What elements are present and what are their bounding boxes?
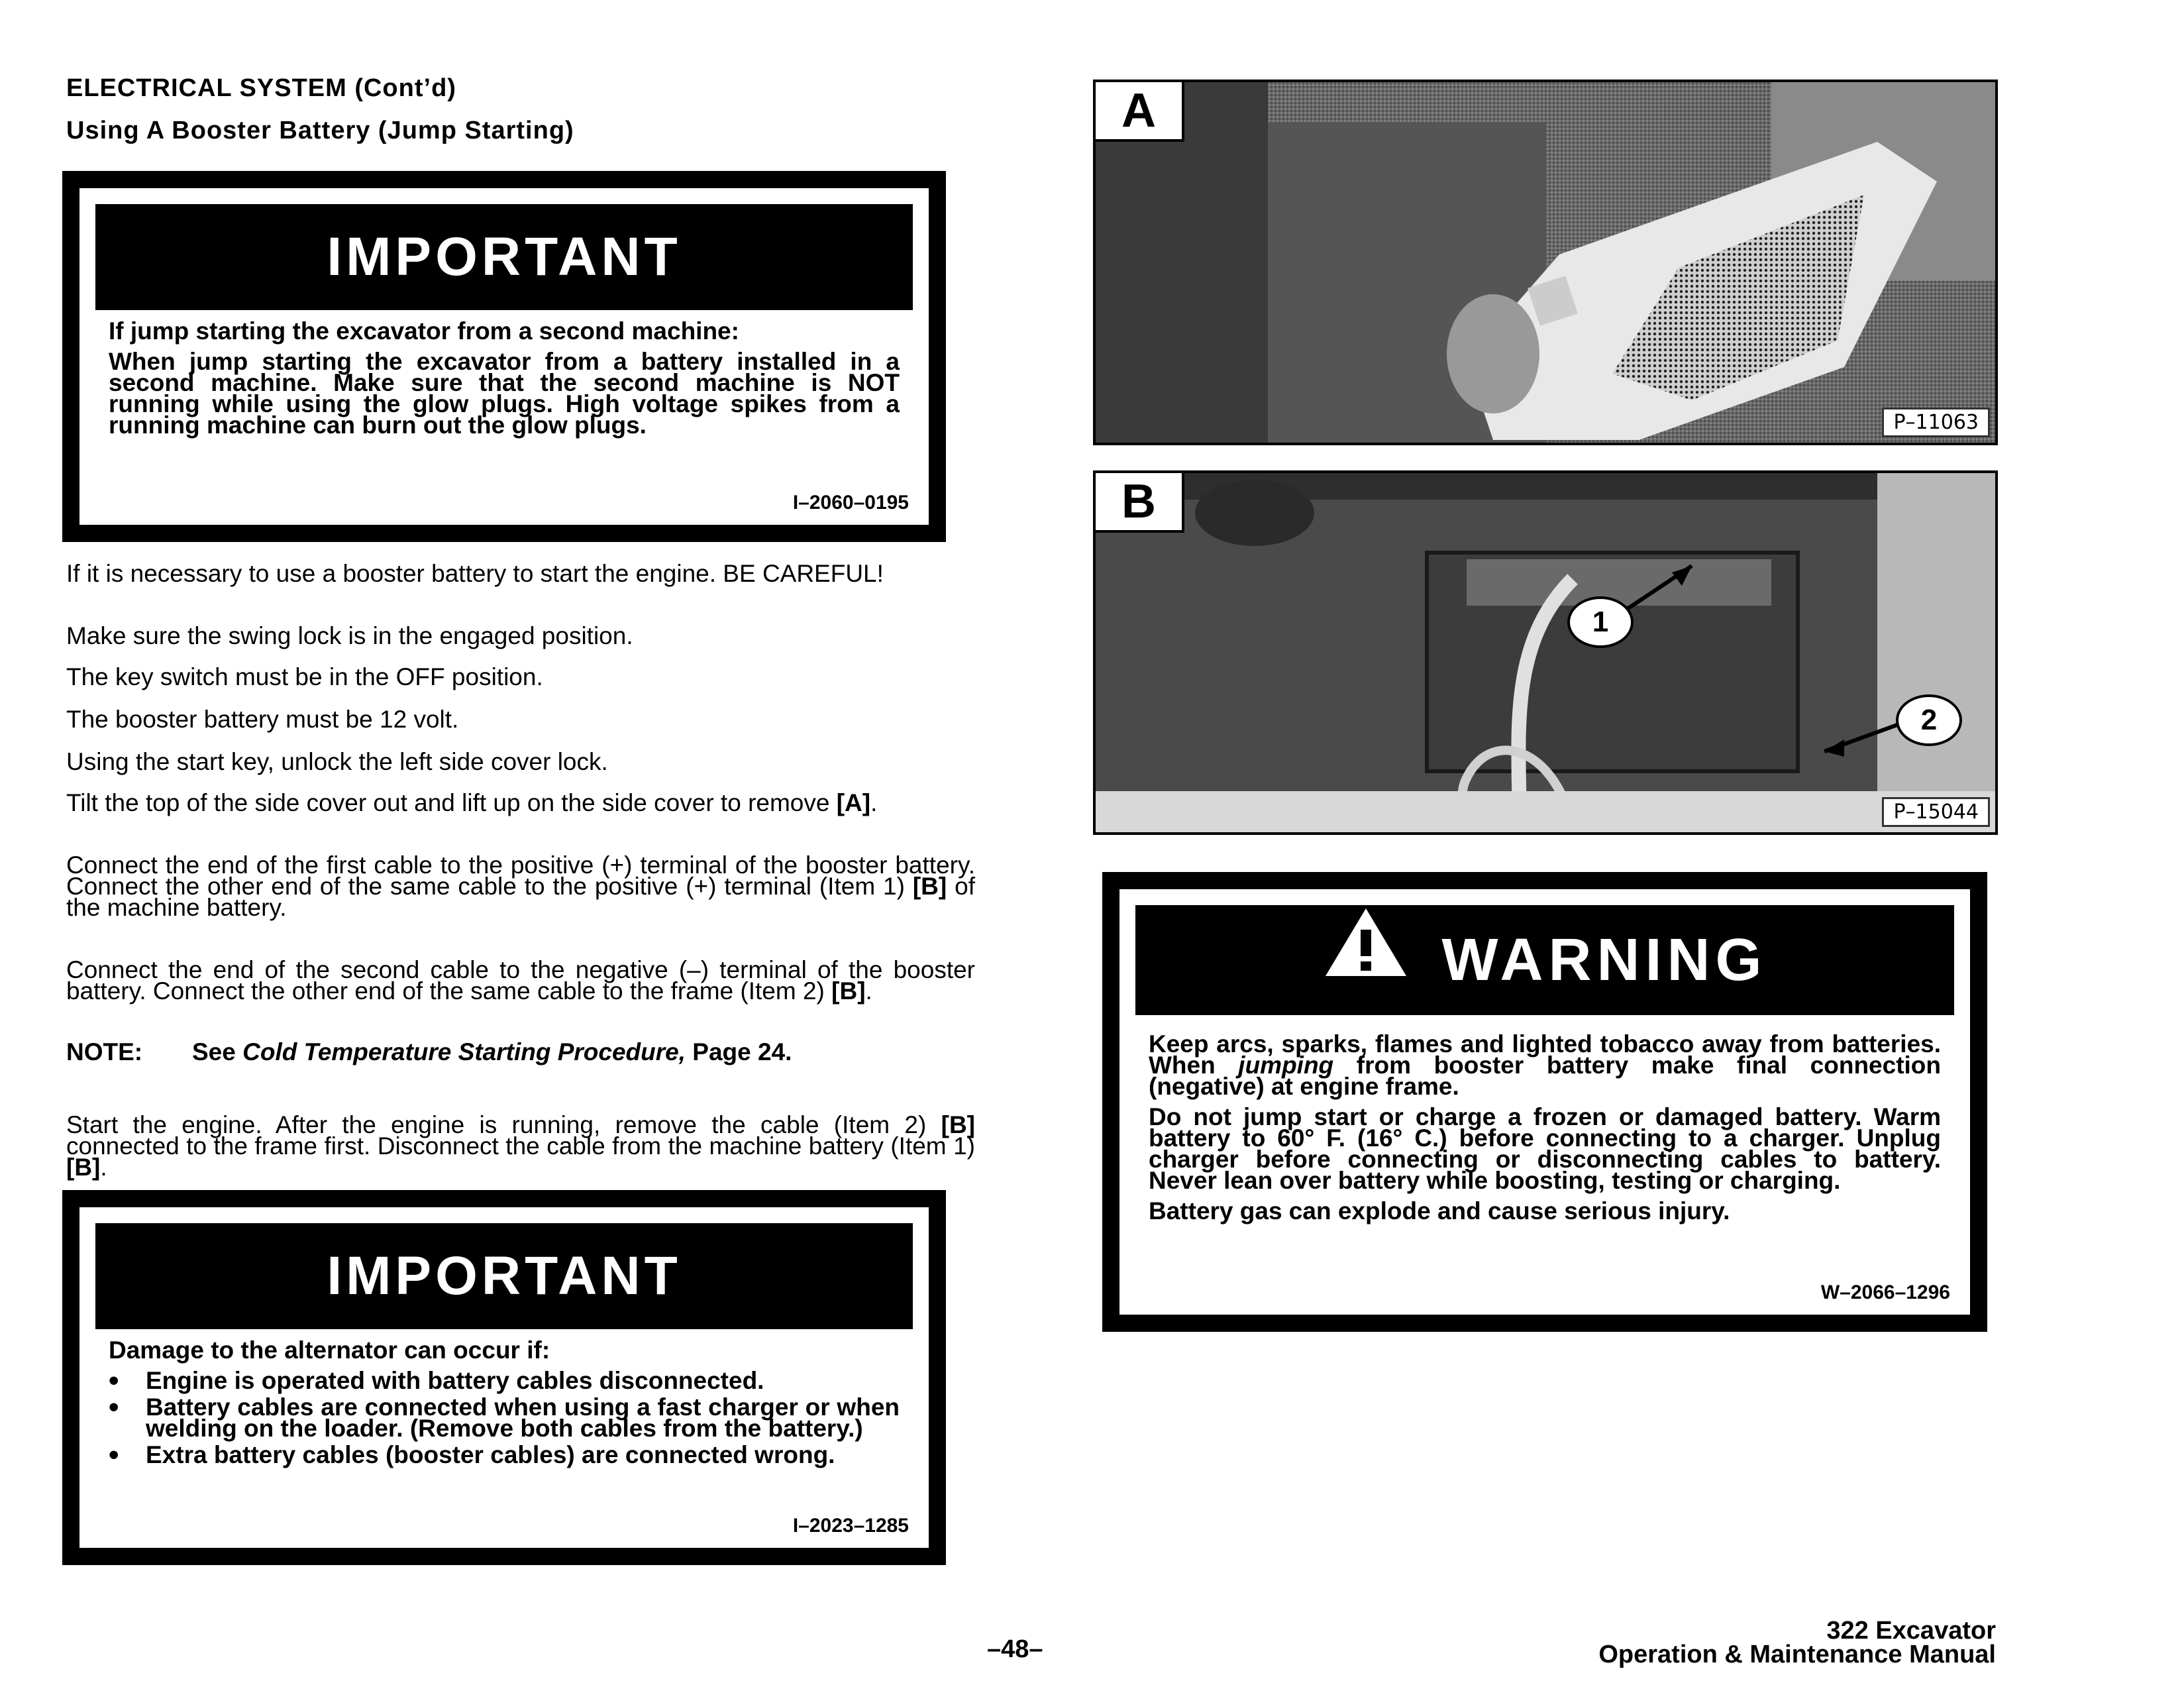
text: . bbox=[865, 977, 872, 1005]
figure-ref: [B] bbox=[831, 977, 866, 1005]
important-header: IMPORTANT bbox=[95, 204, 913, 310]
text: Tilt the top of the side cover out and lift up on the side cover to remove bbox=[66, 789, 837, 816]
battery-photo-illustration bbox=[1096, 473, 1995, 832]
notice-content bbox=[79, 1207, 929, 1548]
text: of the machine battery. bbox=[66, 873, 975, 921]
warning-paragraph: Battery gas can explode and cause serious injury. bbox=[1149, 1197, 1730, 1224]
warning-header bbox=[1135, 905, 1954, 1015]
callout-item-1: 1 bbox=[1567, 596, 1634, 648]
notice-code: I–2060–0195 bbox=[792, 492, 909, 514]
text: . bbox=[100, 1154, 107, 1181]
figure-ref: [A] bbox=[836, 789, 871, 816]
text: Page 24. bbox=[686, 1038, 792, 1065]
text: Connect the end of the second cable to the negative (–) terminal of the booster battery. Connect the other end of the same cable to the frame (Item 2) bbox=[66, 956, 975, 1005]
photo-side-cover-removal bbox=[1093, 80, 1998, 445]
notice-code: I–2023–1285 bbox=[792, 1515, 909, 1537]
side-cover-photo-illustration bbox=[1096, 82, 1995, 443]
note-text bbox=[192, 1038, 975, 1065]
important-header: IMPORTANT bbox=[95, 1223, 913, 1329]
text: Start the engine. After the engine is running, remove the cable (Item 2) bbox=[66, 1111, 941, 1138]
paragraph-negative-cable bbox=[66, 956, 975, 1005]
figure-ref: [B] bbox=[66, 1154, 101, 1181]
paragraph-positive-cable bbox=[66, 851, 975, 921]
notice-content bbox=[1119, 889, 1970, 1315]
notice-lead: If jump starting the excavator from a second machine: bbox=[109, 317, 739, 345]
notice-text: When jump starting the excavator from a battery installed in a second machine. Make sure that the second machine is NOT running while using the glow plugs. High voltage spikes from a running machine can burn out the glow plugs. bbox=[109, 348, 900, 439]
photo-battery-terminals bbox=[1093, 470, 1998, 835]
important-notice-glow-plugs bbox=[62, 171, 946, 542]
photo-code: P–15044 bbox=[1882, 797, 1990, 827]
emphasis: jumping bbox=[1238, 1052, 1334, 1079]
photo-code: P–11063 bbox=[1882, 408, 1990, 437]
note-label: NOTE: bbox=[66, 1038, 143, 1065]
text: connected to the frame first. Disconnect the cable from the machine battery (Item 1) bbox=[66, 1132, 975, 1160]
warning-triangle-icon bbox=[1323, 904, 1409, 1014]
notice-content bbox=[79, 188, 929, 525]
note-reference: Cold Temperature Starting Procedure, bbox=[242, 1038, 686, 1065]
bullet-list bbox=[109, 1367, 900, 1468]
warning-paragraph: Do not jump start or charge a frozen or damaged battery. Warm battery to 60° F. (16° C.) before connecting to a charger. Unplug charger before connecting or disconnecting cables to battery. Never lean over battery while boosting, testing or charging. bbox=[1149, 1103, 1941, 1194]
bullet-item: • Extra battery cables (booster cables) are connected wrong. bbox=[109, 1444, 900, 1466]
text: See bbox=[192, 1038, 243, 1065]
section-title: ELECTRICAL SYSTEM (Cont’d) bbox=[66, 74, 456, 102]
figure-ref: [B] bbox=[941, 1111, 975, 1138]
text: Keep arcs, sparks, flames and lighted tobacco away from batteries. When bbox=[1149, 1030, 1941, 1079]
paragraph-remove-cover bbox=[66, 789, 975, 816]
warning-notice-battery bbox=[1102, 872, 1987, 1332]
notice-body bbox=[95, 317, 913, 439]
paragraph-unlock-cover: Using the start key, unlock the left side cover lock. bbox=[66, 748, 608, 775]
paragraph-12-volt: The booster battery must be 12 volt. bbox=[66, 706, 459, 733]
paragraph-start-engine bbox=[66, 1111, 975, 1181]
page-number: –48– bbox=[987, 1635, 1043, 1663]
text: Connect the end of the first cable to the positive (+) terminal of the booster battery. Connect the other end of the same cable to the positive (+) terminal (Item 1) bbox=[66, 851, 975, 900]
callout-item-2: 2 bbox=[1896, 694, 1962, 746]
notice-lead: Damage to the alternator can occur if: bbox=[109, 1336, 550, 1364]
bullet-item: • Battery cables are connected when using a fast charger or when welding on the loader. (Remove both cables from the battery.) bbox=[109, 1397, 900, 1439]
manual-title: Operation & Maintenance Manual bbox=[1598, 1641, 1996, 1668]
paragraph-key-switch: The key switch must be in the OFF position. bbox=[66, 663, 543, 690]
manual-model: 322 Excavator bbox=[1826, 1617, 1996, 1645]
paragraph-be-careful: If it is necessary to use a booster battery to start the engine. BE CAREFUL! bbox=[66, 560, 884, 587]
instructions bbox=[66, 560, 975, 1186]
figure-label-a: A bbox=[1096, 82, 1184, 142]
notice-body bbox=[95, 1336, 913, 1468]
notice-code: W–2066–1296 bbox=[1820, 1281, 1950, 1303]
notice-body bbox=[1135, 1030, 1954, 1224]
warning-paragraph bbox=[1149, 1030, 1942, 1100]
bullet-item: • Engine is operated with battery cables disconnected. bbox=[109, 1370, 900, 1391]
figure-ref: [B] bbox=[912, 873, 947, 900]
warning-title: WARNING bbox=[1441, 927, 1767, 993]
subsection-title: Using A Booster Battery (Jump Starting) bbox=[66, 117, 574, 144]
paragraph-swing-lock: Make sure the swing lock is in the engaged position. bbox=[66, 622, 633, 649]
text: . bbox=[870, 789, 878, 816]
text: from booster battery make final connection (negative) at engine frame. bbox=[1149, 1052, 1942, 1100]
important-notice-alternator bbox=[62, 1190, 946, 1565]
figure-label-b: B bbox=[1096, 473, 1184, 533]
